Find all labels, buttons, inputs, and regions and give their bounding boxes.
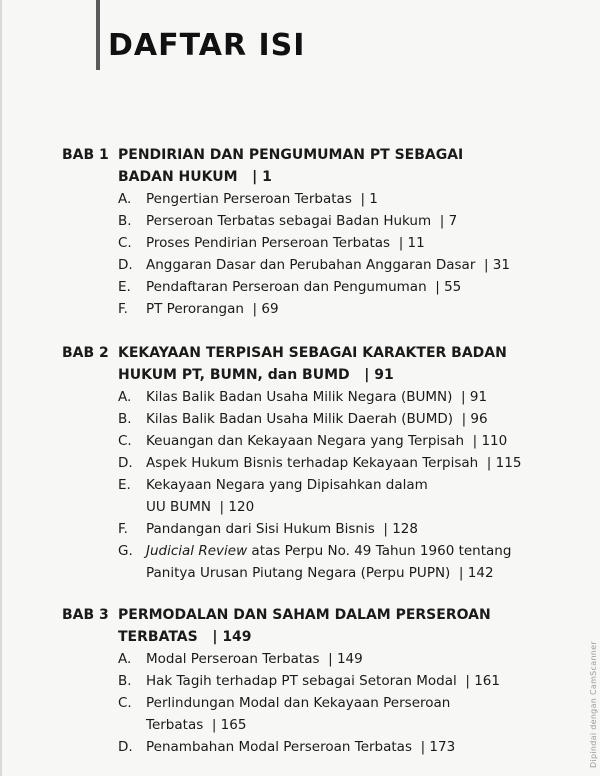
chapter-label: BAB 1 [62,147,109,163]
chapter-page: | 91 [364,367,394,383]
chapter-items [62,188,532,320]
judicial-review-term: Judicial Review [146,543,248,559]
chapter-1 [62,144,532,320]
toc-entry[interactable]: B. Kilas Balik Badan Usaha Milik Daerah (BUMD) | 96 [118,411,488,427]
page-edge [0,0,2,776]
chapter-title[interactable]: PERMODALAN DAN SAHAM DALAM PERSEROAN TERBATAS | 149 [118,607,491,645]
toc-entry[interactable]: A. Modal Perseroan Terbatas | 149 [118,651,363,667]
toc-entry[interactable]: F. PT Perorangan | 69 [118,301,279,317]
chapter-label: BAB 3 [62,607,109,623]
toc-entry[interactable]: C. Proses Pendirian Perseroan Terbatas | 11 [118,235,425,251]
toc-entry[interactable]: B. Hak Tagih terhadap PT sebagai Setoran Modal | 161 [118,673,500,689]
chapter-items [62,386,532,584]
toc-entry[interactable]: C. Perlindungan Modal dan Kekayaan Perseroan Terbatas | 165 [118,695,451,733]
page-title: DAFTAR ISI [108,28,306,63]
toc-entry[interactable]: F. Pandangan dari Sisi Hukum Bisnis | 128 [118,521,418,537]
chapter-items [62,648,532,758]
toc-entry[interactable]: A. Kilas Balik Badan Usaha Milik Negara (BUMN) | 91 [118,389,488,405]
toc-entry[interactable]: B. Perseroan Terbatas sebagai Badan Hukum | 7 [118,213,458,229]
toc-entry[interactable]: E. Kekayaan Negara yang Dipisahkan dalam UU BUMN | 120 [118,477,428,515]
scanner-watermark: Dipindai dengan CamScanner [589,641,598,768]
chapter-page: | 1 [252,169,272,185]
toc-entry[interactable]: D. Penambahan Modal Perseroan Terbatas | 173 [118,739,456,755]
chapter-3 [62,604,532,758]
chapter-label: BAB 2 [62,345,109,361]
toc-entry[interactable]: G. Judicial Review atas Perpu No. 49 Tahun 1960 tentang Panitya Urusan Piutang Negara (Perpu PUPN) | 142 [118,543,512,581]
chapter-title[interactable]: PENDIRIAN DAN PENGUMUMAN PT SEBAGAI BADAN HUKUM | 1 [118,147,464,185]
chapter-title[interactable]: KEKAYAAN TERPISAH SEBAGAI KARAKTER BADAN HUKUM PT, BUMN, dan BUMD | 91 [118,345,507,383]
chapter-page: | 149 [212,629,252,645]
toc-entry[interactable]: D. Aspek Hukum Bisnis terhadap Kekayaan Terpisah | 115 [118,455,522,471]
toc-entry[interactable]: D. Anggaran Dasar dan Perubahan Anggaran Dasar | 31 [118,257,510,273]
toc-entry[interactable]: C. Keuangan dan Kekayaan Negara yang Terpisah | 110 [118,433,508,449]
toc-entry[interactable]: A. Pengertian Perseroan Terbatas | 1 [118,191,378,207]
chapter-2 [62,342,532,584]
toc-entry[interactable]: E. Pendaftaran Perseroan dan Pengumuman | 55 [118,279,462,295]
title-accent-bar [96,0,100,70]
